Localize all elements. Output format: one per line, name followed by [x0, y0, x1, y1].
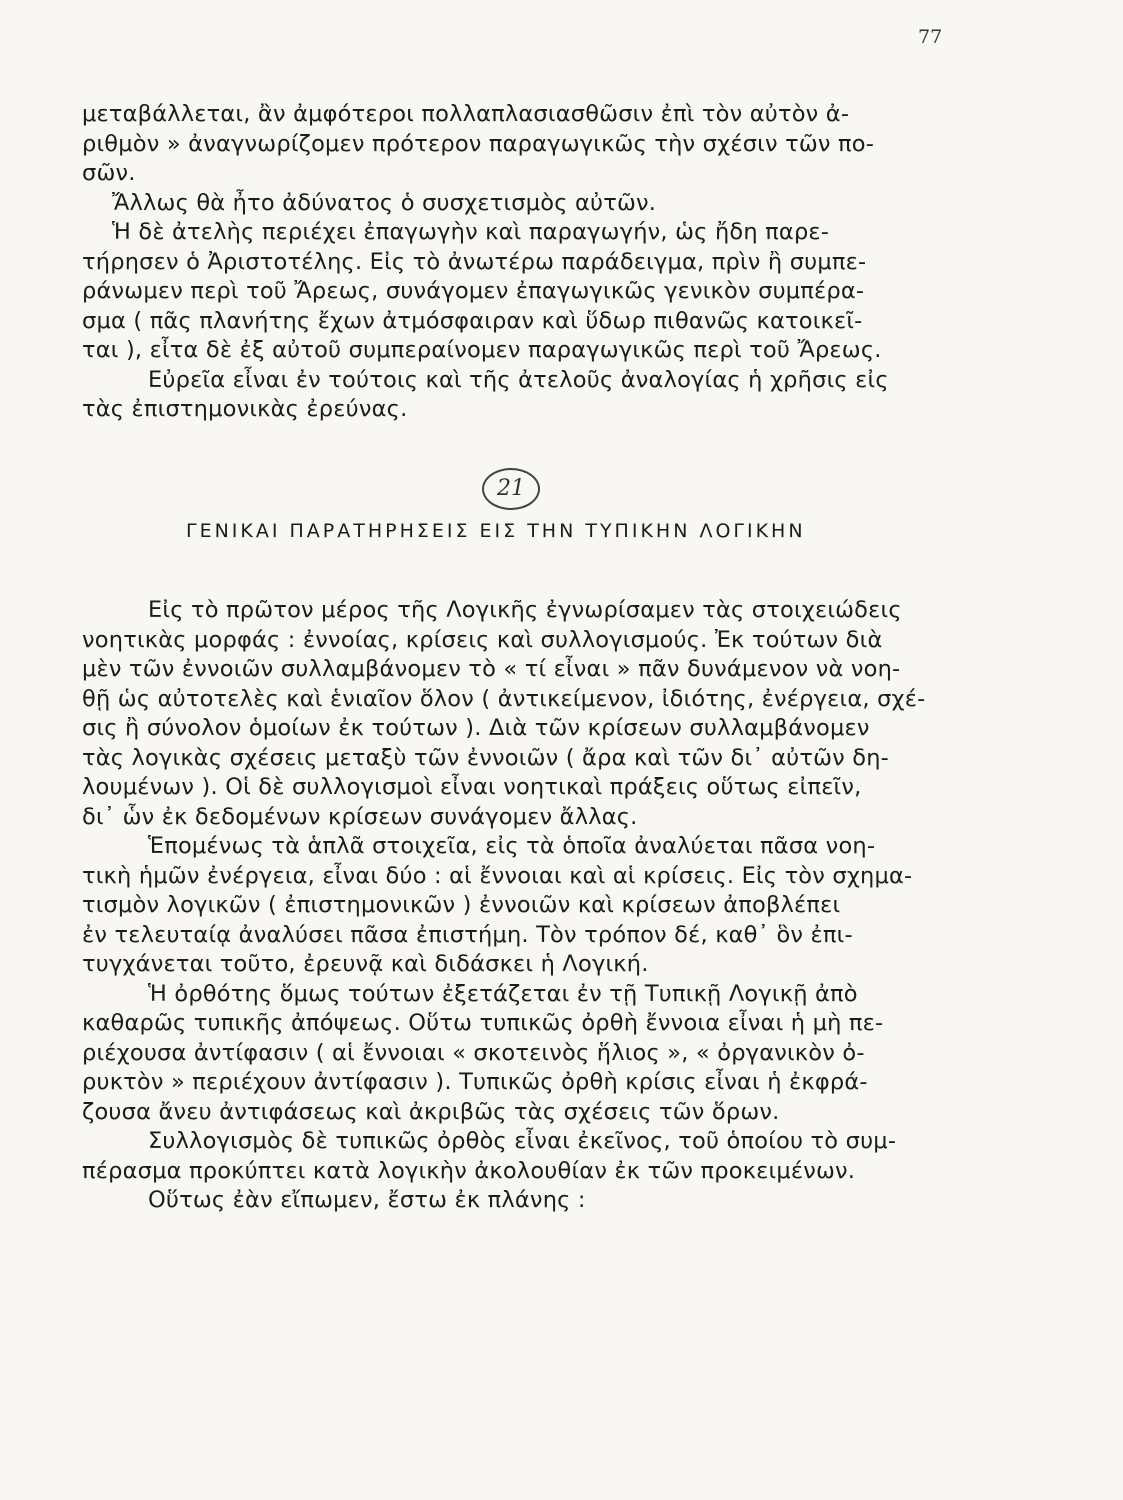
text-line: Ἡ δὲ ἀτελὴς περιέχει ἐπαγωγὴν καὶ παραγωγήν, ὡς ἤδη παρε-	[112, 219, 830, 245]
body-text-section-2	[82, 596, 952, 1216]
text-line: Συλλογισμὸς δὲ τυπικῶς ὀρθὸς εἶναι ἐκεῖνος, τοῦ ὁποίου τὸ συμ-	[148, 1128, 897, 1154]
text-line: ἐν τελευταίᾳ ἀναλύσει πᾶσα ἐπιστήμη. Τὸν τρόπον δέ, καθ᾽ ὃν ἐπι-	[82, 921, 853, 948]
text-line: ράνωμεν περὶ τοῦ Ἄρεως, συνάγομεν ἐπαγωγικῶς γενικὸν συμπέρα-	[82, 278, 865, 304]
text-line: καθαρῶς τυπικῆς ἀπόψεως. Οὕτω τυπικῶς ὀρθὴ ἔννοια εἶναι ἡ μὴ πε-	[82, 1010, 884, 1036]
text-line: Εἰς τὸ πρῶτον μέρος τῆς Λογικῆς ἐγνωρίσαμεν τὰς στοιχειώδεις	[148, 597, 902, 623]
text-line: ρυκτὸν » περιέχουν ἀντίφασιν ). Τυπικῶς ὀρθὴ κρίσις εἶναι ἡ ἐκφρά-	[82, 1069, 868, 1095]
text-line: μὲν τῶν ἐννοιῶν συλλαμβάνομεν τὸ « τί εἶναι » πᾶν δυνάμενον νὰ νοη-	[82, 656, 901, 682]
text-line: ζουσα ἄνευ ἀντιφάσεως καὶ ἀκριβῶς τὰς σχέσεις τῶν ὅρων.	[82, 1098, 780, 1125]
text-line: τικὴ ἡμῶν ἐνέργεια, εἶναι δύο : αἱ ἔννοιαι καὶ αἱ κρίσεις. Εἰς τὸν σχημα-	[82, 862, 913, 889]
text-line: σμα ( πᾶς πλανήτης ἔχων ἀτμόσφαιραν καὶ ὕδωρ πιθανῶς κατοικεῖ-	[82, 307, 863, 334]
text-line: σις ἢ σύνολον ὁμοίων ἐκ τούτων ). Διὰ τῶν κρίσεων συλλαμβάνομεν	[82, 715, 870, 741]
text-line: ται ), εἶτα δὲ ἐξ αὐτοῦ συμπεραίνομεν παραγωγικῶς περὶ τοῦ Ἄρεως.	[82, 337, 882, 363]
text-line: Οὕτως ἐὰν εἴπωμεν, ἔστω ἐκ πλάνης :	[148, 1187, 586, 1213]
text-line: Ἡ ὀρθότης ὅμως τούτων ἐξετάζεται ἐν τῇ Τυπικῇ Λογικῇ ἀπὸ	[148, 980, 858, 1007]
page-number: 77	[918, 26, 943, 48]
text-line: θῇ ὡς αὐτοτελὲς καὶ ἑνιαῖον ὅλον ( ἀντικείμενον, ἰδιότης, ἐνέργεια, σχέ-	[82, 685, 926, 712]
body-text-section-1	[82, 100, 952, 425]
text-line: τήρησεν ὁ Ἀριστοτέλης. Εἰς τὸ ἀνωτέρω παράδειγμα, πρὶν ἢ συμπε-	[82, 248, 867, 275]
text-line: ριέχουσα ἀντίφασιν ( αἱ ἔννοιαι « σκοτεινὸς ἥλιος », « ὀργανικὸν ὀ-	[82, 1039, 865, 1066]
text-line: τισμὸν λογικῶν ( ἐπιστημονικῶν ) ἐννοιῶν καὶ κρίσεων ἀποβλέπει	[82, 892, 841, 918]
text-line: ριθμὸν » ἀναγνωρίζομεν πρότερον παραγωγικῶς τὴν σχέσιν τῶν πο-	[82, 130, 875, 157]
text-line: Ἑπομένως τὰ ἁπλᾶ στοιχεῖα, εἰς τὰ ὁποῖα ἀναλύεται πᾶσα νοη-	[148, 833, 876, 859]
handwritten-annotation: 21	[482, 468, 540, 510]
text-line: τὰς λογικὰς σχέσεις μεταξὺ τῶν ἐννοιῶν ( ἄρα καὶ τῶν δι᾽ αὐτῶν δη-	[82, 744, 890, 771]
text-line: λουμένων ). Οἱ δὲ συλλογισμοὶ εἶναι νοητικαὶ πράξεις οὕτως εἰπεῖν,	[82, 774, 862, 800]
text-line: Ἄλλως θὰ ἦτο ἀδύνατος ὁ συσχετισμὸς αὐτῶν.	[112, 189, 657, 216]
text-line: τυγχάνεται τοῦτο, ἐρευνᾷ καὶ διδάσκει ἡ Λογική.	[82, 951, 649, 977]
text-line: νοητικὰς μορφάς : ἐννοίας, κρίσεις καὶ συλλογισμούς. Ἐκ τούτων διὰ	[82, 626, 883, 653]
section-heading: ΓΕΝΙΚΑΙ ΠΑΡΑΤΗΡΗΣΕΙΣ ΕΙΣ ΤΗΝ ΤΥΠΙΚΗΝ ΛΟΓΙΚΗΝ	[186, 520, 806, 542]
text-line: Εὐρεῖα εἶναι ἐν τούτοις καὶ τῆς ἀτελοῦς ἀναλογίας ἡ χρῆσις εἰς	[148, 366, 889, 393]
text-line: πέρασμα προκύπτει κατὰ λογικὴν ἀκολουθίαν ἐκ τῶν προκειμένων.	[82, 1157, 856, 1184]
text-line: σῶν.	[82, 160, 136, 186]
text-line: τὰς ἐπιστημονικὰς ἐρεύνας.	[82, 396, 408, 422]
text-line: δι᾽ ὧν ἐκ δεδομένων κρίσεων συνάγομεν ἄλλας.	[82, 803, 638, 830]
text-line: μεταβάλλεται, ἂν ἀμφότεροι πολλαπλασιασθῶσιν ἐπὶ τὸν αὐτὸν ἀ-	[82, 101, 850, 127]
